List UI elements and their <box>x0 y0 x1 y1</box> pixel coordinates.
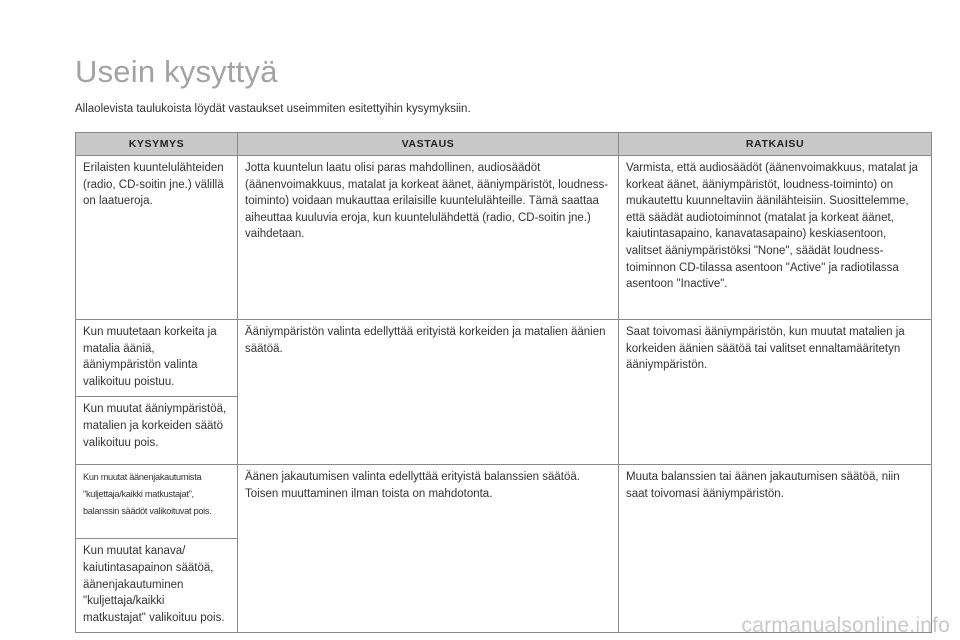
question-text: Kun muutat kanava/ kaiutintasapainon säätöä, äänenjakautuminen "kuljettaja/kaikki matkustajat" valikoituu pois. <box>83 545 225 624</box>
question-cell <box>76 539 238 633</box>
question-text: Kun muutat äänenjakautumista "kuljettaja/kaikki matkustajat", balanssin säädöt valikoituvat pois. <box>83 472 212 517</box>
solution-text: Saat toivomasi ääniympäristön, kun muutat matalien ja korkeiden äänien säätöä tai valitset ennaltamääritetyn ääniympäristön. <box>626 326 905 372</box>
answer-text: Jotta kuuntelun laatu olisi paras mahdollinen, audiosäädöt (äänenvoimakkuus, matalat ja korkeat äänet, ääniympäristöt, loudness-toiminto) voidaan mukauttaa erilaisille kuuntelulähteille. Tämä saattaa aiheuttaa kuuluvia eroja, kun kuuntelulähdettä (radio, CD-soitin jne.) vaihdetaan. <box>245 162 609 241</box>
question-cell <box>76 156 238 320</box>
faq-table <box>75 132 932 633</box>
question-cell <box>76 465 238 539</box>
answer-cell <box>238 320 619 465</box>
solution-cell <box>619 465 932 633</box>
table-row <box>76 465 932 539</box>
answer-text: Ääniympäristön valinta edellyttää erityistä korkeiden ja matalien äänien säätöä. <box>245 326 606 355</box>
watermark: carmanualsonline.info <box>741 614 950 637</box>
answer-cell <box>238 465 619 633</box>
table-row <box>76 320 932 397</box>
table-header-row <box>76 133 932 156</box>
page-subtitle: Allaolevista taulukoista löydät vastaukset useimmiten esitettyihin kysymyksiin. <box>75 103 471 115</box>
question-cell <box>76 320 238 397</box>
header-question: KYSYMYS <box>76 133 238 156</box>
table-row <box>76 156 932 320</box>
header-answer: VASTAUS <box>238 133 619 156</box>
solution-text: Varmista, että audiosäädöt (äänenvoimakkuus, matalat ja korkeat äänet, ääniympäristöt, loudness-toiminto) on mukautettu kuunneltaviin äänilähteisiin. Suosittelemme, että säädät audiotoiminnot (matalat ja korkeat äänet, kaiutintasapaino, kanavatasapaino) keskiasentoon, valitset ääniympäristöksi "None", säädät loudness-toiminnon CD-tilassa asentoon "Active" ja radiotilassa asentoon "Inactive". <box>626 162 918 291</box>
question-cell <box>76 397 238 465</box>
page-title: Usein kysyttyä <box>75 54 278 89</box>
solution-cell <box>619 156 932 320</box>
question-text: Kun muutat ääniympäristöä, matalien ja korkeiden säätö valikoituu pois. <box>83 403 227 449</box>
solution-text: Muuta balanssien tai äänen jakautumisen säätöä, niin saat toivomasi ääniympäristön. <box>626 471 900 500</box>
header-solution: RATKAISU <box>619 133 932 156</box>
answer-text: Äänen jakautumisen valinta edellyttää erityistä balanssien säätöä. Toisen muuttaminen ilman toista on mahdotonta. <box>245 471 580 500</box>
answer-cell <box>238 156 619 320</box>
solution-cell <box>619 320 932 465</box>
question-text: Erilaisten kuuntelulähteiden (radio, CD-soitin jne.) välillä on laatueroja. <box>83 162 224 208</box>
question-text: Kun muutetaan korkeita ja matalia ääniä, ääniympäristön valinta valikoituu poistuu. <box>83 326 217 388</box>
